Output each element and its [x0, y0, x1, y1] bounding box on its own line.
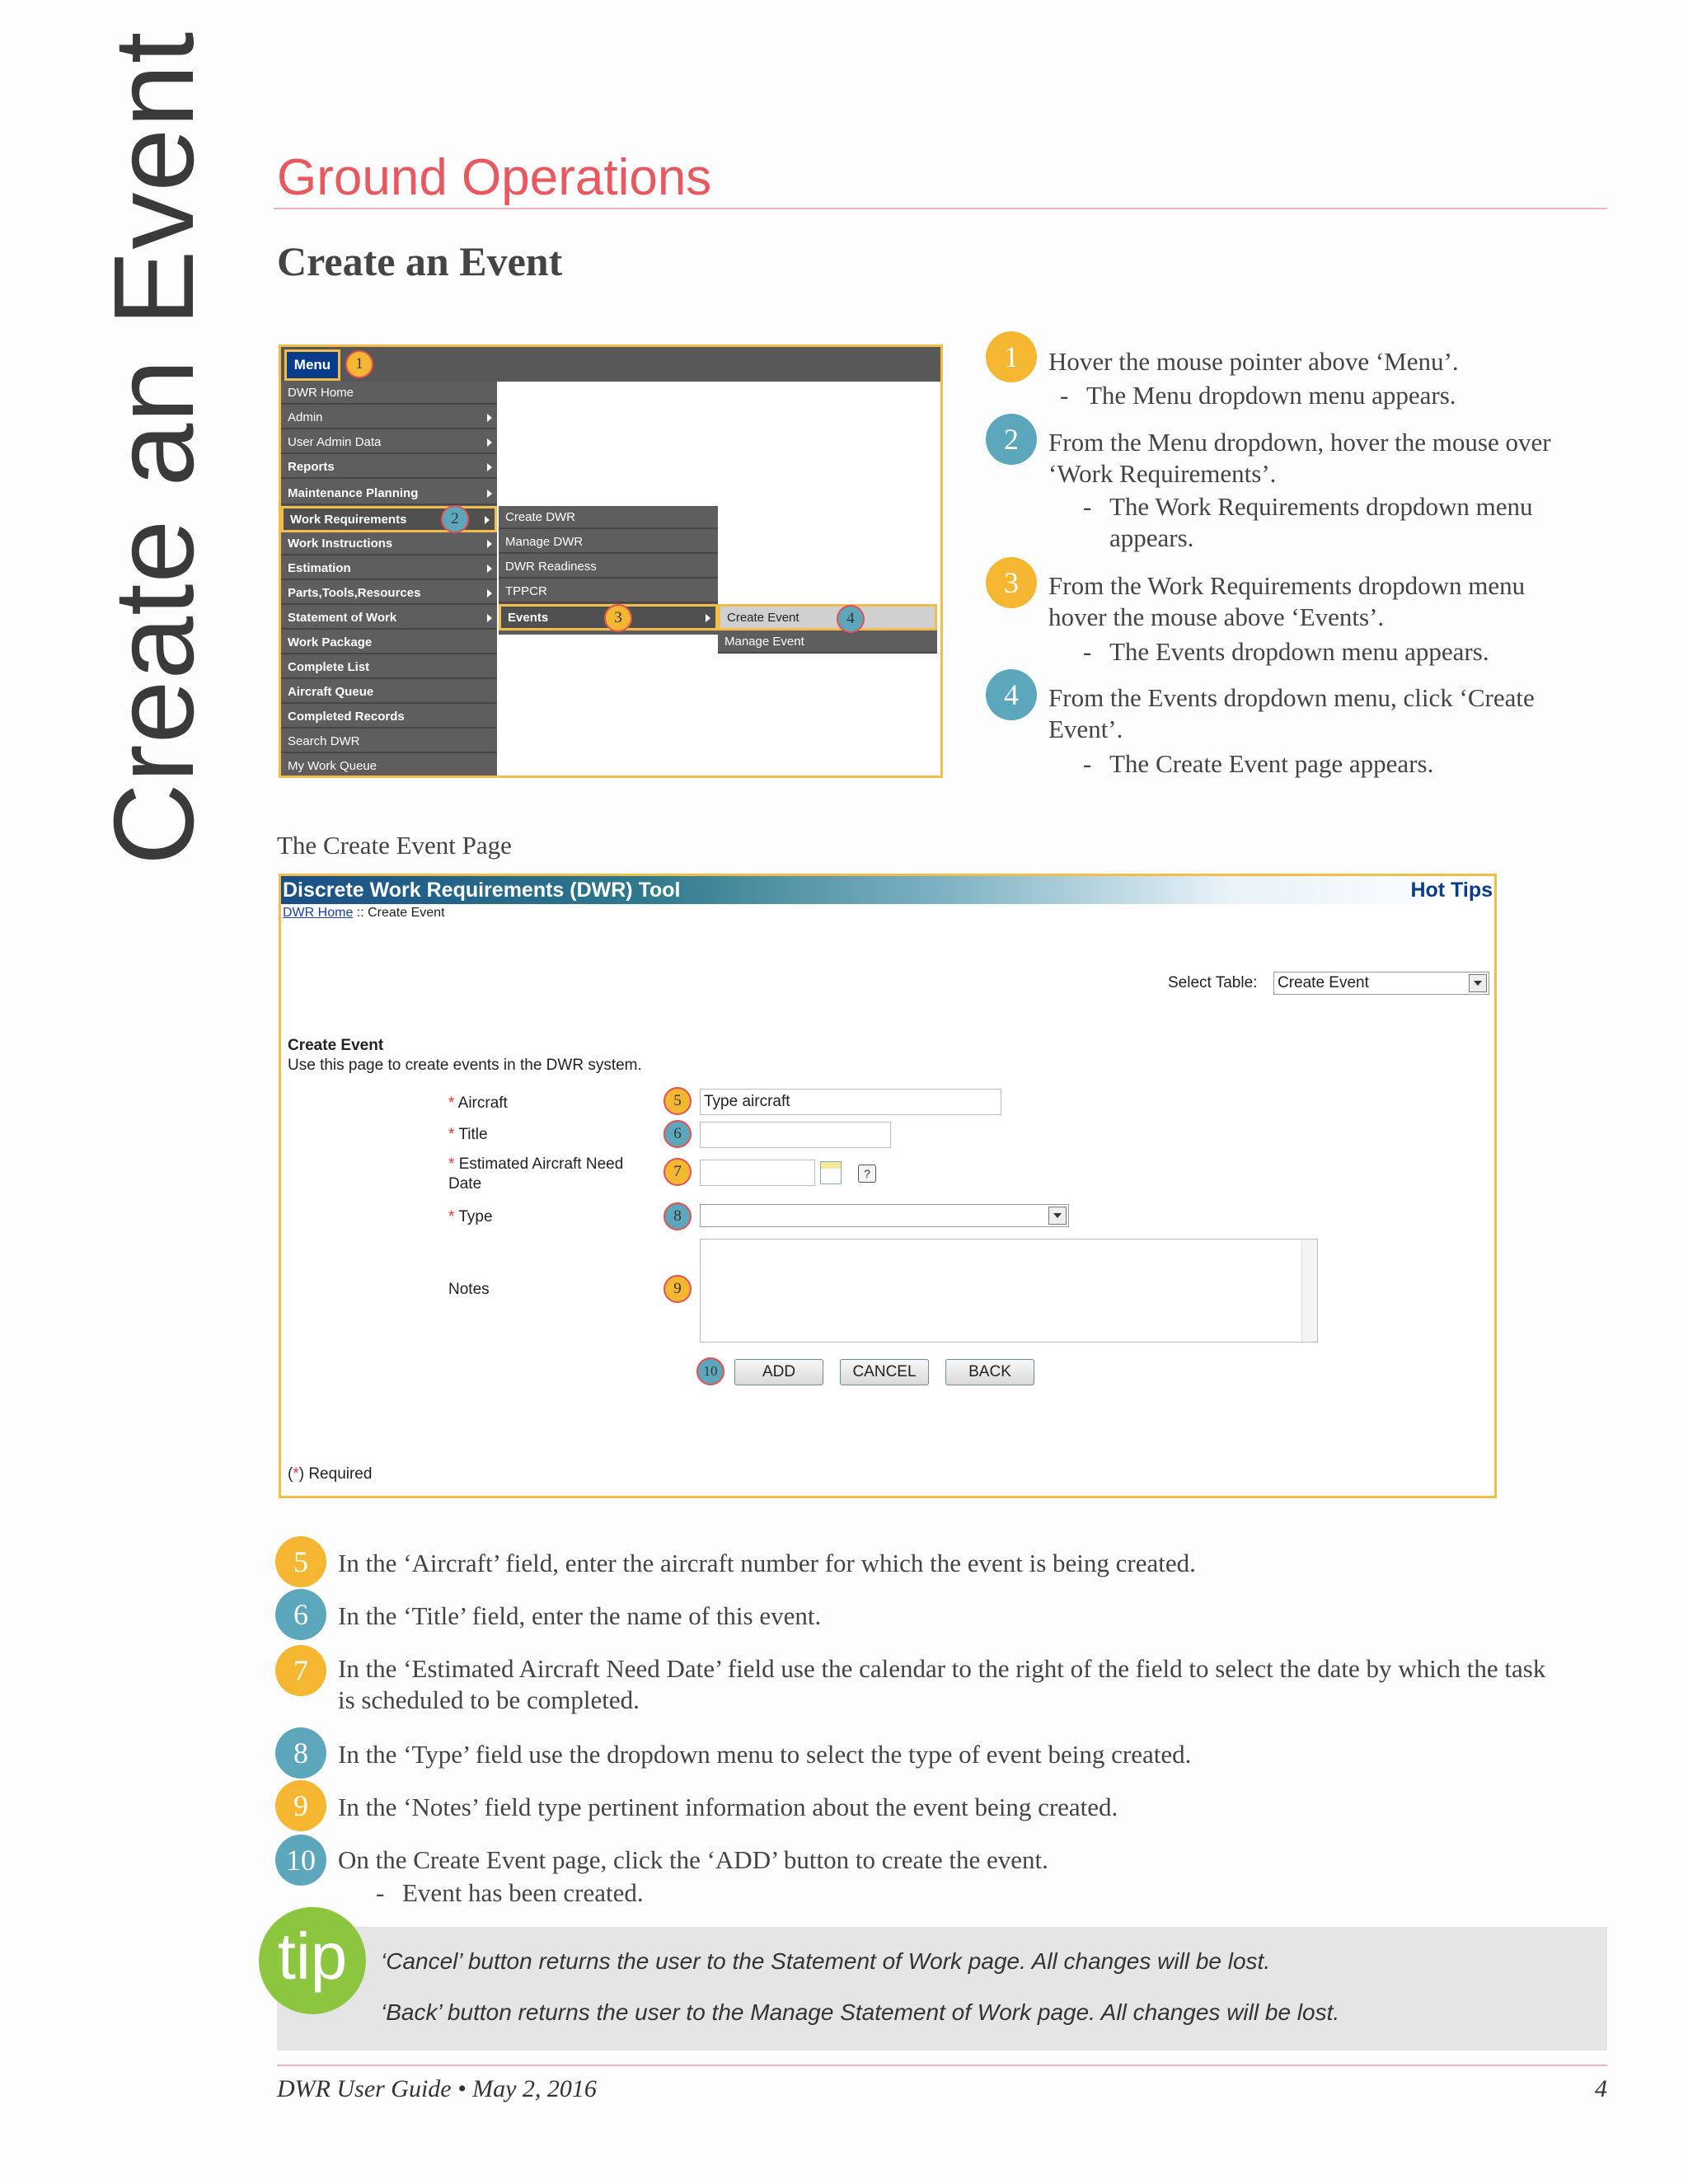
- step-5-text: In the ‘Aircraft’ field, enter the aircraft number for which the event is being created.: [338, 1549, 1196, 1577]
- menu-item-tppcr[interactable]: TPPCR: [499, 580, 718, 603]
- menu-item-parts-tools-resources[interactable]: [281, 582, 497, 605]
- step-number-2: 2: [986, 414, 1037, 465]
- step-number-3: 3: [986, 557, 1037, 608]
- submenu-arrow-icon: [487, 490, 492, 498]
- form-title: Create Event: [288, 1037, 384, 1054]
- step-badge-10: 10: [696, 1357, 724, 1385]
- aircraft-label: [448, 1094, 508, 1113]
- notes-label: Notes: [448, 1281, 490, 1298]
- menu-item-label: Maintenance Planning: [288, 486, 419, 500]
- menu-item-label: Reports: [288, 460, 335, 474]
- step-badge-9: 9: [663, 1275, 692, 1303]
- help-icon[interactable]: ?: [858, 1165, 876, 1183]
- submenu-arrow-icon: [487, 438, 492, 447]
- menu-item-label: Work Requirements: [290, 513, 407, 527]
- back-button[interactable]: BACK: [945, 1359, 1034, 1385]
- menu-item-manage-event[interactable]: Manage Event: [718, 630, 937, 654]
- need-date-input[interactable]: [700, 1160, 815, 1186]
- required-note-star: *: [293, 1465, 299, 1483]
- required-marker: *: [448, 1155, 455, 1173]
- step-7-text: In the ‘Estimated Aircraft Need Date’ field use the calendar to the right of the field to select the date by which the task is scheduled to be completed.: [338, 1654, 1546, 1714]
- menu-item-label: Admin: [288, 410, 323, 424]
- step-10-sub-text: Event has been created.: [402, 1878, 644, 1907]
- menu-item-dwr-readiness[interactable]: DWR Readiness: [499, 555, 718, 579]
- menu-top-bar: [281, 347, 940, 382]
- menu-item-statement-of-work[interactable]: [281, 607, 497, 630]
- step-badge-4: 4: [837, 605, 865, 633]
- aircraft-input[interactable]: Type aircraft: [700, 1089, 1001, 1115]
- step-6-text: In the ‘Title’ field, enter the name of this event.: [338, 1601, 822, 1630]
- step-number-1: 1: [986, 331, 1037, 382]
- step-2-text: From the Menu dropdown, hover the mouse over ‘Work Requirements’.: [1048, 428, 1551, 488]
- title-input[interactable]: [700, 1122, 891, 1148]
- step-1-sub: - The Menu dropdown menu appears.: [1060, 381, 1456, 410]
- type-label: [448, 1207, 493, 1227]
- menu-item-create-dwr[interactable]: Create DWR: [499, 506, 718, 529]
- menu-item-reports[interactable]: [281, 456, 497, 479]
- menu-item-estimation[interactable]: [281, 557, 497, 580]
- menu-item-label: Parts,Tools,Resources: [288, 586, 421, 600]
- step-3-text: From the Work Requirements dropdown menu hover the mouse above ‘Events’.: [1048, 571, 1526, 631]
- menu-button[interactable]: Menu: [284, 349, 340, 381]
- menu-item-my-work-queue[interactable]: My Work Queue: [281, 755, 497, 778]
- menu-item-user-admin-data[interactable]: [281, 431, 497, 454]
- step-badge-6: 6: [663, 1120, 692, 1148]
- submenu-arrow-icon: [487, 540, 492, 548]
- step-4-text: From the Events dropdown menu, click ‘Create Event’.: [1048, 683, 1535, 743]
- step-9-text: In the ‘Notes’ field type pertinent information about the event being created.: [338, 1793, 1118, 1821]
- breadcrumb-current: Create Event: [368, 906, 445, 920]
- page-heading: Create an Event: [277, 238, 563, 284]
- menu-screenshot: [279, 344, 943, 778]
- breadcrumb-home-link[interactable]: DWR Home: [283, 906, 354, 920]
- step-3-sub: - The Events dropdown menu appears.: [1083, 637, 1489, 666]
- menu-item-work-instructions[interactable]: [281, 532, 497, 555]
- tip-line-cancel: ‘Cancel’ button returns the user to the Statement of Work page. All changes will be lost.: [381, 1948, 1271, 1974]
- breadcrumb-separator: ::: [353, 906, 368, 920]
- aircraft-label-text: Aircraft: [457, 1094, 508, 1112]
- breadcrumb: [283, 906, 445, 921]
- footer-rule: [277, 2064, 1607, 2066]
- step-4-sub: - The Create Event page appears.: [1083, 749, 1434, 778]
- calendar-icon[interactable]: [820, 1161, 842, 1184]
- menu-item-label: Work Instructions: [288, 537, 393, 551]
- form-description: Use this page to create events in the DWR system.: [288, 1057, 642, 1074]
- chevron-down-icon: [1048, 1207, 1067, 1225]
- title-label: [448, 1125, 488, 1145]
- menu-item-create-event[interactable]: Create Event: [718, 604, 937, 630]
- submenu-arrow-icon: [487, 565, 492, 573]
- submenu-arrow-icon: [487, 414, 492, 422]
- required-note-open: (: [288, 1465, 293, 1483]
- step-10-sub: - Event has been created.: [376, 1878, 644, 1907]
- create-event-screenshot: [279, 874, 1497, 1498]
- menu-item-label: Statement of Work: [288, 611, 397, 625]
- side-title: Create an Event: [91, 30, 218, 865]
- type-dropdown[interactable]: [700, 1204, 1069, 1227]
- hot-tips-link[interactable]: Hot Tips: [1410, 879, 1493, 902]
- type-label-text: Type: [458, 1208, 493, 1226]
- step-number-6: 6: [275, 1589, 326, 1640]
- required-note-text: ) Required: [298, 1465, 373, 1483]
- menu-item-label: User Admin Data: [288, 435, 382, 449]
- step-number-9: 9: [275, 1780, 326, 1831]
- step-1-sub-text: The Menu dropdown menu appears.: [1086, 381, 1456, 410]
- chevron-down-icon: [1469, 974, 1487, 992]
- submenu-arrow-icon: [485, 516, 490, 524]
- menu-item-completed-records[interactable]: Completed Records: [281, 705, 497, 729]
- required-note: [288, 1465, 372, 1484]
- menu-item-complete-list[interactable]: Complete List: [281, 656, 497, 679]
- notes-scrollbar[interactable]: [1301, 1240, 1317, 1342]
- need-date-label-text: Estimated Aircraft Need Date: [448, 1155, 624, 1193]
- submenu-arrow-icon: [487, 463, 492, 471]
- menu-item-aircraft-queue[interactable]: Aircraft Queue: [281, 681, 497, 704]
- step-8-text: In the ‘Type’ field use the dropdown menu to select the type of event being created.: [338, 1740, 1192, 1769]
- step-10-text: On the Create Event page, click the ‘ADD’ button to create the event.: [338, 1845, 1048, 1874]
- step-number-7: 7: [275, 1645, 326, 1696]
- step-number-10: 10: [275, 1835, 326, 1886]
- tip-badge: tip: [259, 1907, 366, 2014]
- step-3-sub-text: The Events dropdown menu appears.: [1109, 637, 1489, 666]
- step-2-sub: - The Work Requirements dropdown menu appears.: [1083, 492, 1533, 552]
- required-marker: *: [448, 1126, 455, 1143]
- submenu-arrow-icon: [487, 614, 492, 622]
- step-badge-3: 3: [604, 604, 632, 632]
- step-badge-8: 8: [663, 1202, 692, 1230]
- select-table-value: Create Event: [1278, 974, 1369, 991]
- step-badge-7: 7: [663, 1158, 692, 1186]
- step-2-sub-text: The Work Requirements dropdown menu appears.: [1109, 492, 1533, 552]
- notes-textarea[interactable]: [700, 1239, 1318, 1343]
- step-number-8: 8: [275, 1727, 326, 1779]
- app-title: Discrete Work Requirements (DWR) Tool: [283, 879, 681, 902]
- menu-item-search-dwr[interactable]: Search DWR: [281, 730, 497, 753]
- events-submenu: [718, 604, 937, 654]
- select-table-label: Select Table:: [1168, 974, 1258, 991]
- menu-item-manage-dwr[interactable]: Manage DWR: [499, 531, 718, 554]
- section-rule: [274, 208, 1607, 209]
- menu-item-label: Estimation: [288, 561, 351, 575]
- step-badge-1: 1: [345, 350, 373, 378]
- step-number-5: 5: [275, 1536, 326, 1587]
- menu-item-label: Events: [508, 611, 549, 625]
- title-label-text: Title: [458, 1126, 488, 1143]
- menu-item-dwr-home[interactable]: DWR Home: [281, 382, 497, 405]
- step-1-text: Hover the mouse pointer above ‘Menu’.: [1048, 347, 1459, 376]
- step-number-4: 4: [986, 669, 1037, 720]
- select-table-dropdown[interactable]: [1273, 972, 1489, 995]
- menu-item-work-package[interactable]: Work Package: [281, 631, 497, 654]
- step-4-sub-text: The Create Event page appears.: [1109, 749, 1434, 778]
- cancel-button[interactable]: CANCEL: [840, 1359, 929, 1385]
- footer-title: DWR User Guide • May 2, 2016: [277, 2075, 597, 2102]
- add-button[interactable]: ADD: [734, 1359, 823, 1385]
- tip-box: [277, 1927, 1607, 2050]
- step-badge-5: 5: [663, 1087, 692, 1115]
- main-menu-column: [281, 382, 497, 776]
- page-number: 4: [1595, 2075, 1607, 2102]
- menu-item-maintenance-planning[interactable]: [281, 482, 497, 505]
- tip-line-back: ‘Back’ button returns the user to the Manage Statement of Work page. All changes will be lost.: [381, 1999, 1340, 2025]
- required-marker: *: [448, 1094, 455, 1112]
- required-marker: *: [448, 1208, 455, 1226]
- menu-item-admin[interactable]: [281, 406, 497, 429]
- step-badge-2: 2: [441, 505, 469, 533]
- submenu-arrow-icon: [487, 589, 492, 598]
- submenu-arrow-icon: [706, 614, 710, 622]
- figure-caption: The Create Event Page: [277, 831, 512, 860]
- section-title: Ground Operations: [277, 149, 712, 206]
- need-date-label: [448, 1155, 654, 1194]
